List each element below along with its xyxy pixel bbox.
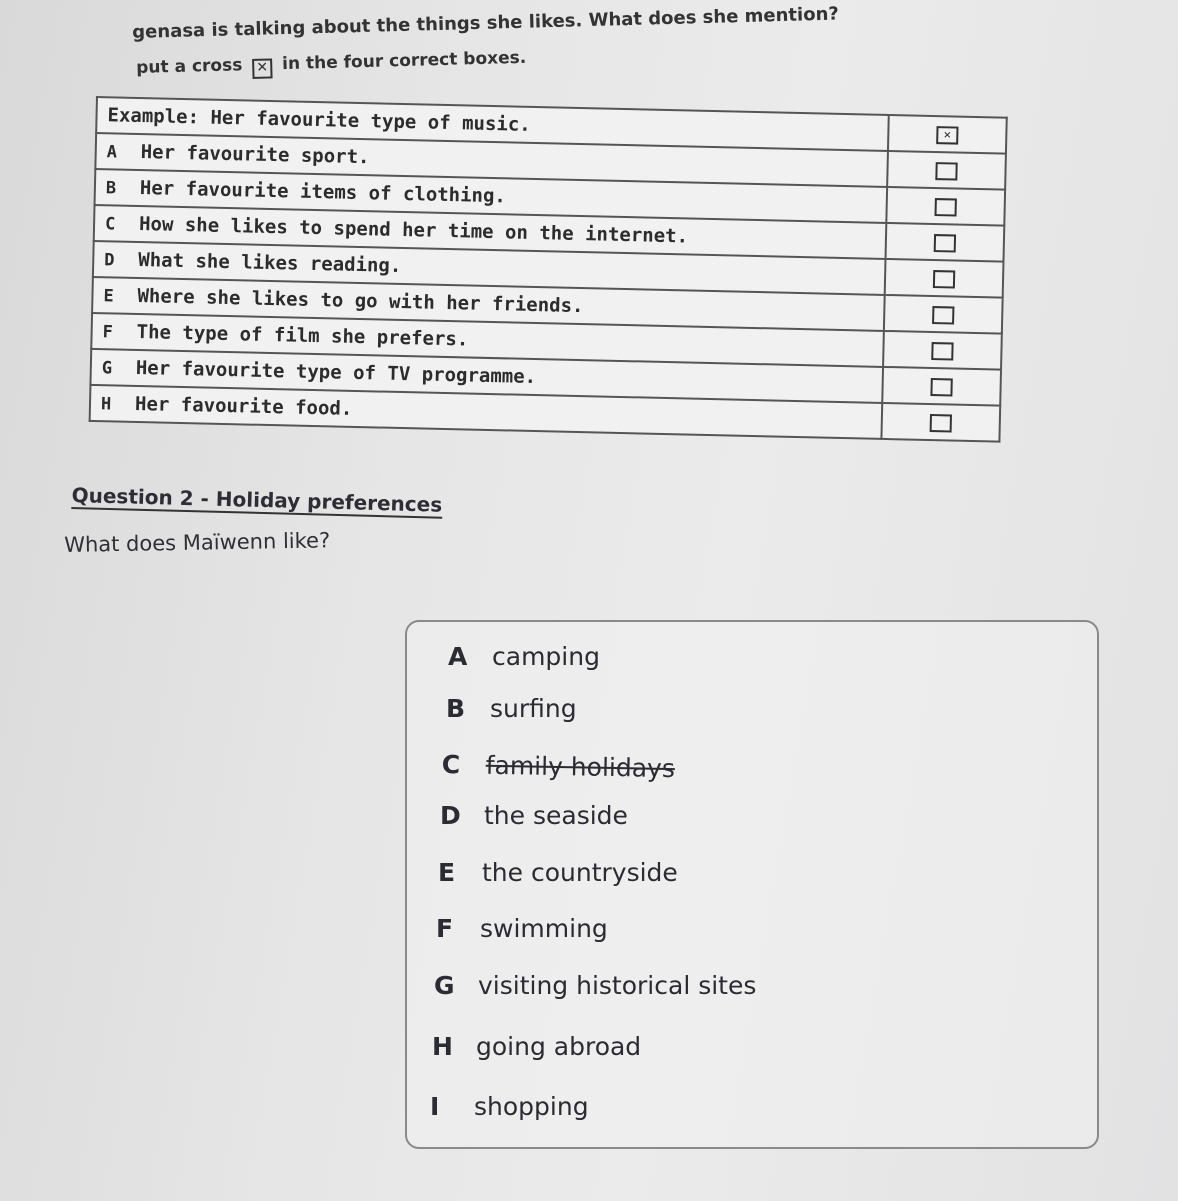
- row-letter: G: [101, 358, 113, 379]
- option-letter: D: [440, 801, 461, 830]
- example-checkbox-checked: ✕: [936, 126, 958, 144]
- question-2-title: Question 2 - Holiday preferences: [71, 483, 443, 517]
- row-letter: F: [102, 322, 114, 343]
- option-letter: A: [448, 642, 468, 671]
- option-letter: F: [436, 914, 454, 943]
- row-checkbox[interactable]: [935, 162, 957, 180]
- row-checkbox[interactable]: [931, 342, 953, 360]
- option-letter: G: [434, 971, 455, 1000]
- row-checkbox[interactable]: [932, 306, 954, 324]
- row-letter: H: [100, 394, 112, 415]
- option-text: family holidays: [485, 750, 676, 784]
- option-item-struck: [441, 750, 675, 783]
- option-item: [434, 971, 756, 1000]
- row-letter: C: [104, 214, 116, 235]
- question-1-table: [89, 96, 1008, 443]
- cross-box-icon: ✕: [252, 58, 273, 79]
- instruction-text-before: put a cross: [136, 55, 243, 78]
- row-letter: A: [106, 142, 118, 163]
- option-item: [430, 1092, 589, 1121]
- row-text: Her favourite items of clothing.: [139, 177, 507, 208]
- example-label: Example: Her favourite type of music.: [96, 97, 889, 151]
- option-item: [432, 1032, 641, 1061]
- row-text: Her favourite sport.: [140, 141, 370, 169]
- option-text: camping: [492, 642, 600, 671]
- option-text: going abroad: [476, 1032, 642, 1061]
- row-checkbox[interactable]: [934, 234, 956, 252]
- row-text: Where she likes to go with her friends.: [137, 284, 584, 318]
- row-text: Her favourite food.: [134, 392, 353, 420]
- row-checkbox[interactable]: [935, 198, 957, 216]
- row-text: The type of film she prefers.: [136, 320, 469, 351]
- row-text: How she likes to spend her time on the internet.: [138, 213, 689, 248]
- option-text: swimming: [480, 914, 608, 943]
- row-letter: B: [105, 178, 117, 199]
- row-text: Her favourite type of TV programme.: [135, 356, 537, 389]
- row-letter: D: [104, 250, 115, 271]
- question-1-intro: genasa is talking about the things she likes. What does she mention?: [132, 3, 840, 43]
- option-text: visiting historical sites: [478, 971, 757, 1000]
- option-text: the countryside: [482, 858, 678, 887]
- option-letter: E: [438, 858, 456, 887]
- row-checkbox[interactable]: [930, 378, 952, 396]
- question-1-table-wrapper: [89, 96, 1008, 443]
- option-item: [446, 694, 577, 723]
- option-text: shopping: [474, 1092, 589, 1121]
- row-text: What she likes reading.: [138, 249, 402, 277]
- option-letter: B: [446, 694, 466, 723]
- row-letter: E: [103, 286, 114, 307]
- option-item: [436, 914, 608, 943]
- instruction-text-after: in the four correct boxes.: [281, 47, 527, 75]
- question-1-instruction: [136, 48, 527, 82]
- option-item: [438, 858, 678, 887]
- option-text: surfing: [490, 694, 577, 723]
- question-2-subtitle: What does Maïwenn like?: [64, 528, 331, 557]
- option-text: the seaside: [484, 801, 628, 830]
- row-checkbox[interactable]: [930, 414, 952, 432]
- option-letter: C: [441, 750, 461, 780]
- option-letter: H: [432, 1032, 453, 1061]
- option-item: [448, 642, 600, 671]
- option-letter: I: [430, 1092, 440, 1121]
- row-checkbox[interactable]: [933, 270, 955, 288]
- option-item: [440, 801, 628, 830]
